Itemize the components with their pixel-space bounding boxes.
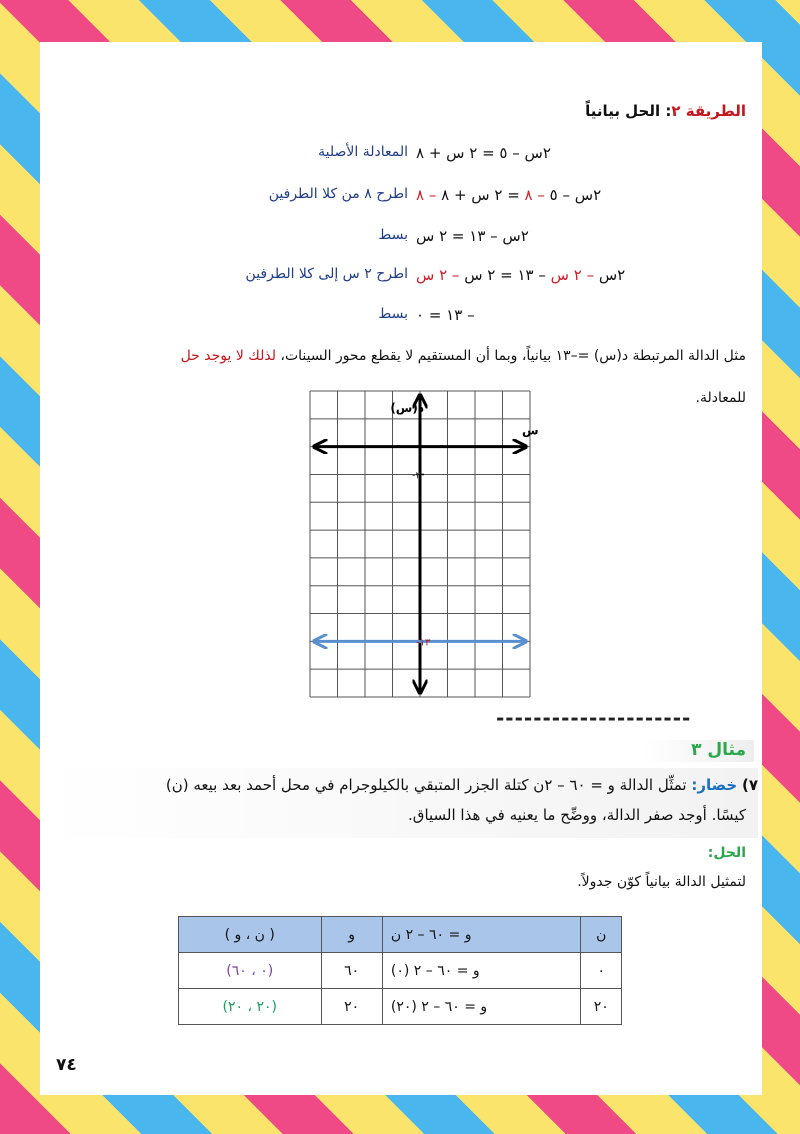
solution-label: الحل:: [707, 845, 746, 861]
table-cell: ٢٠: [581, 989, 622, 1025]
step-equation: ٢س – ٥ – ٨ = ٢ س + ٨ – ٨: [416, 186, 602, 204]
method-title: : الحل بيانياً: [585, 102, 672, 120]
method-label: الطريقة ٢: [671, 102, 746, 120]
example-title-box: [644, 740, 754, 762]
y-axis-label: د(س): [390, 400, 424, 415]
solution-intro: لتمثيل الدالة بيانياً كوّن جدولاً.: [577, 874, 746, 890]
table-header: و = ٦٠ – ٢ ن: [382, 917, 581, 953]
step-note: بسط: [378, 227, 408, 243]
graph-explanation: مثل الدالة المرتبطة د(س) =–١٣ بيانياً، وبما أن المستقيم لا يقطع محور السينات، لذلك لا يوجد حل: [180, 348, 746, 364]
table-cell: (٠ ، ٦٠): [179, 953, 322, 989]
step-row: [40, 266, 762, 292]
step-equation: ٢س – ٥ = ٢ س + ٨: [416, 144, 551, 162]
table-header-row: [179, 917, 622, 953]
line-value-label: ١٣-: [416, 637, 431, 649]
table-cell: ٦٠: [321, 953, 382, 989]
function-graph: [310, 391, 539, 697]
x-axis-label: س: [522, 423, 539, 438]
section-divider: ---------------------: [496, 706, 692, 730]
tick-label: ٢-: [412, 470, 421, 482]
step-row: [40, 306, 762, 332]
step-equation: – ١٣ = ٠: [416, 306, 475, 324]
table-header: ( ن ، و ): [179, 917, 322, 953]
problem-box: [46, 768, 758, 838]
table-cell: (٢٠ ، ٢٠): [179, 989, 322, 1025]
step-note: المعادلة الأصلية: [318, 144, 408, 160]
problem-line2: كيسًا. أوجد صفر الدالة، ووضِّح ما يعنيه في هذا السياق.: [408, 806, 746, 824]
step-note: اطرح ٢ س إلى كلا الطرفين: [245, 266, 408, 282]
problem-tag: خضار:: [691, 776, 738, 794]
step-row: [40, 186, 762, 212]
problem-line1: [166, 776, 758, 794]
table-row: [179, 989, 622, 1025]
page: [40, 42, 762, 1095]
step-row: [40, 227, 762, 253]
table-header: و: [321, 917, 382, 953]
table-cell: ٢٠: [321, 989, 382, 1025]
table-cell: ٠: [581, 953, 622, 989]
table-cell: و = ٦٠ – ٢ (٠): [382, 953, 581, 989]
problem-text: تمثِّل الدالة و = ٦٠ – ٢ن كتلة الجزر المتبقي بالكيلوجرام في محل أحمد بعد بيعه (ن): [165, 776, 692, 794]
table-row: [179, 953, 622, 989]
values-table: [178, 916, 622, 1025]
step-equation: ٢س – ١٣ = ٢ س: [416, 227, 529, 245]
page-number: ٧٤: [56, 1055, 77, 1075]
method-heading: [585, 102, 746, 120]
example-title: مثال ٣: [691, 740, 746, 760]
step-note: بسط: [378, 306, 408, 322]
step-equation: ٢س – ٢ س – ١٣ = ٢ س – ٢ س: [416, 266, 626, 284]
step-row: [40, 144, 762, 170]
no-solution-text: لذلك لا يوجد حل: [180, 348, 276, 364]
table-cell: و = ٦٠ – ٢ (٢٠): [382, 989, 581, 1025]
table-header: ن: [581, 917, 622, 953]
graph-explanation-line2: للمعادلة.: [695, 390, 746, 406]
question-number: ٧): [741, 776, 758, 794]
step-note: اطرح ٨ من كلا الطرفين: [268, 186, 408, 202]
